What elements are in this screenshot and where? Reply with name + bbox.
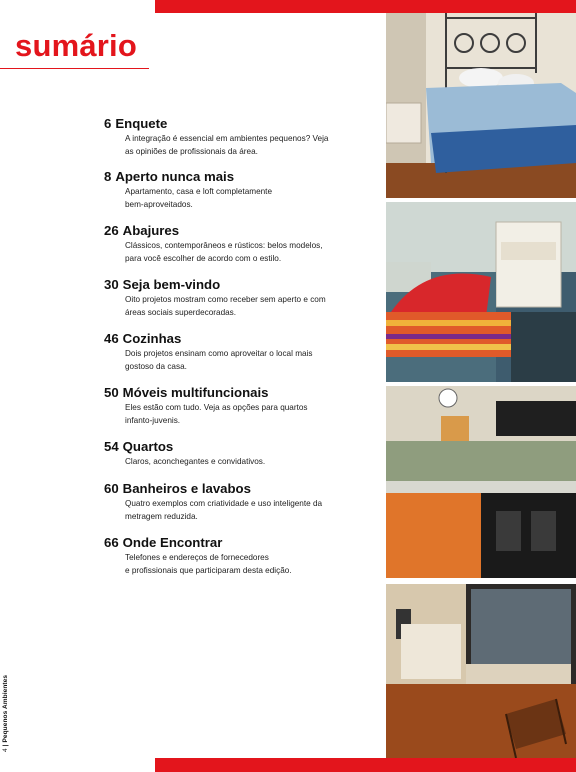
toc-entry-heading	[104, 481, 374, 497]
toc-entry-title: Móveis multifuncionais	[122, 385, 269, 400]
toc-page-number: 66	[104, 535, 119, 550]
photo-living-cushions	[386, 202, 576, 382]
toc-entry[interactable]	[104, 116, 374, 158]
photo-living-room	[386, 584, 576, 758]
toc-entry[interactable]	[104, 169, 374, 211]
folio-magazine-name: Pequenos Ambientes	[2, 674, 9, 743]
toc-page-number: 54	[104, 439, 119, 454]
toc-entry[interactable]	[104, 331, 374, 373]
toc-entry-title: Aperto nunca mais	[115, 169, 235, 184]
page-title: sumário	[15, 28, 137, 63]
toc-page-number: 30	[104, 277, 119, 292]
toc-entry-heading	[104, 169, 374, 185]
toc-page-number: 60	[104, 481, 119, 496]
photo-bedroom	[386, 13, 576, 198]
toc-entry-description: Quatro exemplos com criatividade e uso inteligente da metragem reduzida.	[125, 499, 323, 521]
toc-entry-description: Dois projetos ensinam como aproveitar o local mais gostoso da casa.	[125, 349, 313, 371]
toc-page-number: 6	[104, 116, 112, 131]
toc-page-number: 50	[104, 385, 119, 400]
toc-entry-description: Telefones e endereços de fornecedores e profissionais que participaram desta edição.	[125, 553, 292, 575]
top-accent-bar	[155, 0, 576, 13]
toc-entry[interactable]	[104, 277, 374, 319]
photo-kitchen	[386, 386, 576, 578]
toc-entry-heading	[104, 439, 374, 455]
toc-entry[interactable]	[104, 385, 374, 427]
toc-page-number: 46	[104, 331, 119, 346]
page-folio: 4 | Pequenos Ambientes	[2, 674, 9, 752]
bottom-accent-bar	[155, 758, 576, 772]
title-underline	[0, 68, 149, 69]
toc-entry[interactable]	[104, 535, 374, 577]
toc-entry[interactable]	[104, 223, 374, 265]
toc-entry[interactable]	[104, 481, 374, 523]
toc-entry-description: Claros, aconchegantes e convidativos.	[125, 457, 266, 466]
toc-page-number: 8	[104, 169, 112, 184]
toc-entry-title: Enquete	[115, 116, 168, 131]
toc-entry-title: Onde Encontrar	[122, 535, 223, 550]
toc-entry-title: Cozinhas	[122, 331, 182, 346]
toc-entry-heading	[104, 277, 374, 293]
toc-entry-description: Apartamento, casa e loft completamente bem-aproveitados.	[125, 187, 272, 209]
toc-entry-title: Abajures	[122, 223, 180, 238]
toc-entry-title: Banheiros e lavabos	[122, 481, 251, 496]
folio-page-number: 4	[2, 748, 9, 752]
toc-entry-heading	[104, 535, 374, 551]
toc-entry[interactable]	[104, 439, 374, 469]
toc-entry-description: Oito projetos mostram como receber sem aperto e com áreas sociais superdecoradas.	[125, 295, 326, 317]
toc-entry-description: A integração é essencial em ambientes pequenos? Veja as opiniões de profissionais da área.	[125, 134, 329, 156]
toc-entry-title: Quartos	[122, 439, 174, 454]
toc-entry-heading	[104, 331, 374, 347]
toc-entry-title: Seja bem-vindo	[122, 277, 221, 292]
toc-page-number: 26	[104, 223, 119, 238]
toc-entry-heading	[104, 223, 374, 239]
toc-entry-description: Eles estão com tudo. Veja as opções para quartos infanto-juvenis.	[125, 403, 308, 425]
toc-entry-heading	[104, 385, 374, 401]
toc-entry-description: Clássicos, contemporâneos e rústicos: belos modelos, para você escolher de acordo com o estilo.	[125, 241, 323, 263]
toc-entry-heading	[104, 116, 374, 132]
